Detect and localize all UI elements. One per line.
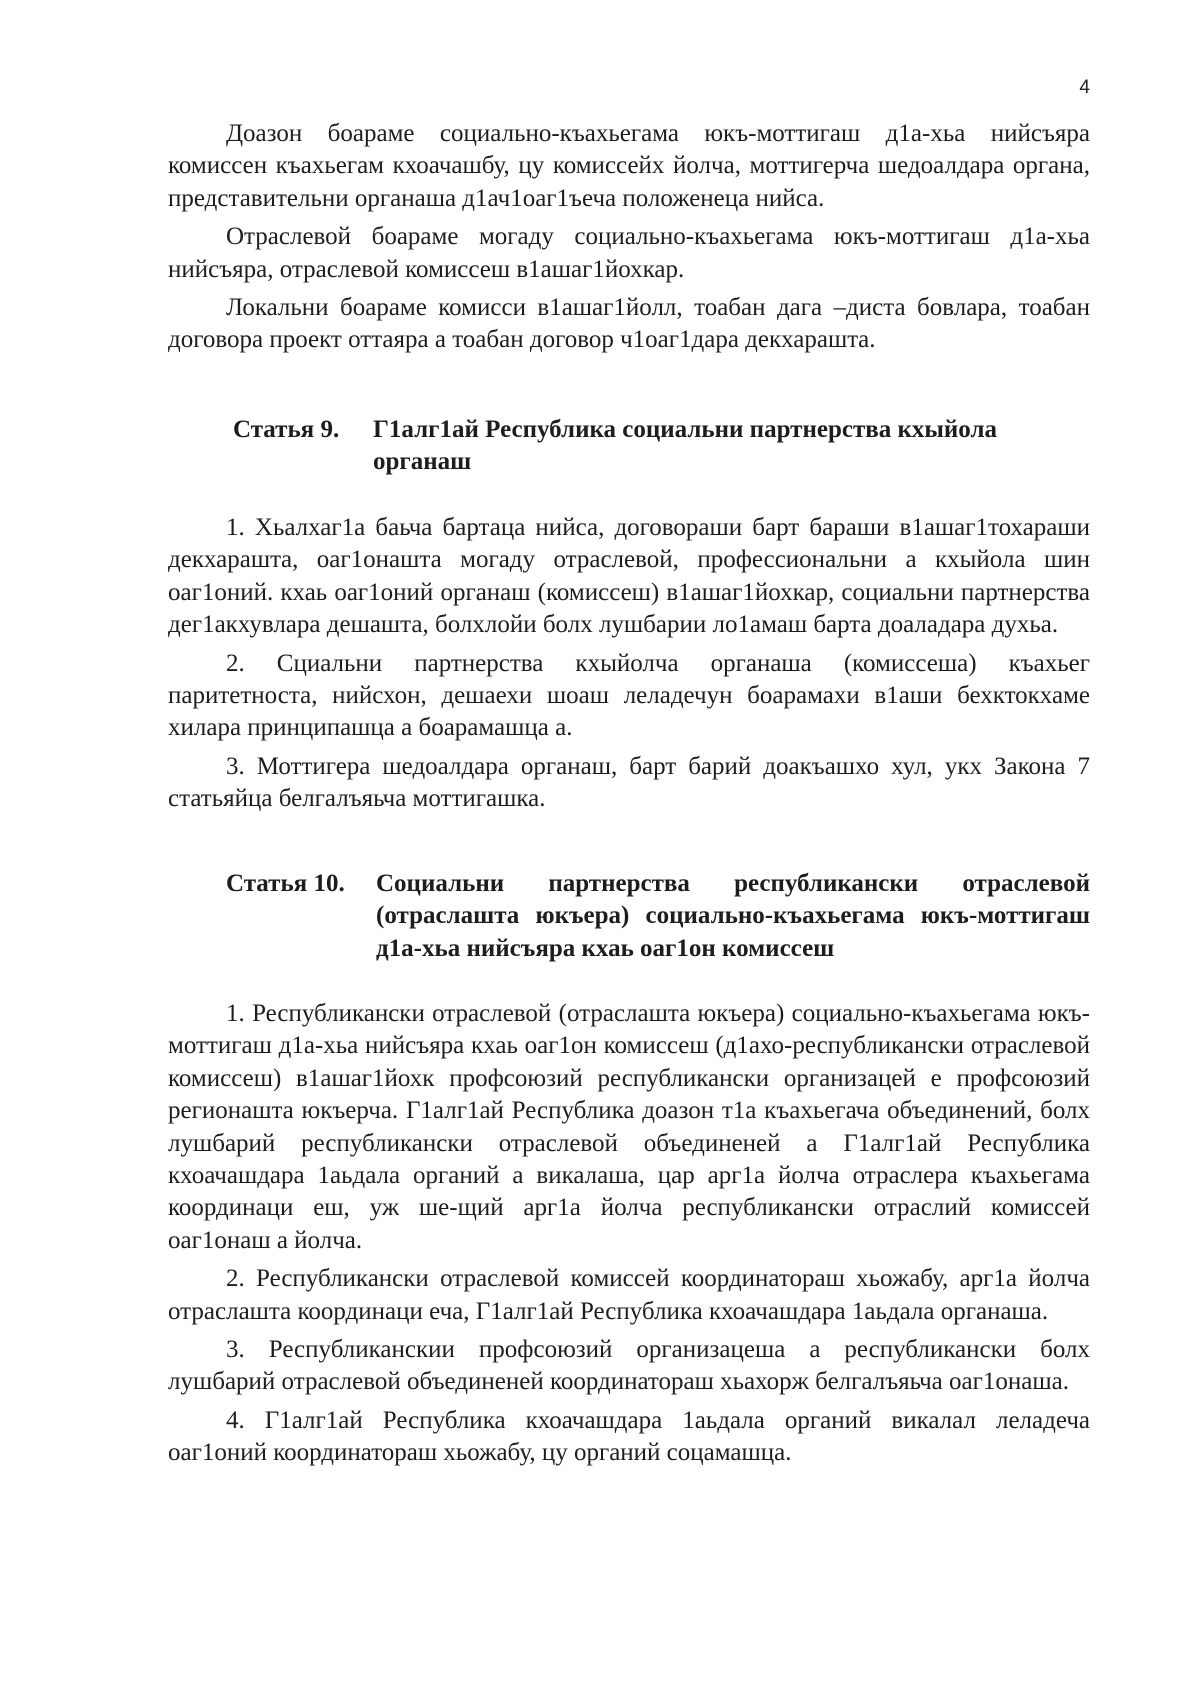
article-9-body (168, 512, 1090, 816)
article-10-body (168, 998, 1090, 1470)
article-10-item: 4. Г1алг1ай Республика кхоачашдара 1аьдала органий викалал леладеча оаг1оний координатораш хьожабу, цу органий соцамашца. (168, 1406, 1090, 1467)
article-9-item: 2. Сциальни партнерства кхыйолча органаша (комиссеша) къахьег паритетноста, нийсхон, дешаехи шоаш леладечун боарамахи в1аши бехктокхаме хилара принципашца а боарамашца а. (168, 649, 1090, 742)
article-9-item: 1. Хьалхаг1а баьча бартаца нийса, договораши барт бараши в1ашаг1тохараши декхараштa, оаг1онашта могаду отраслевой, профессиональни а кхыйола шин оаг1оний. кхаь оаг1оний органаш (комиссеш) в1ашаг1йохкар, социальни партнерства дег1акхувлара дешашта, болхлойи болх лушбарии ло1амаш барта доаладара духьа. (168, 514, 1090, 639)
article-10-item: 3. Республиканскии профсоюзий организацеша а республикански болх лушбарий отраслевой объединеней координатораш хьахорж белгалъяьча оаг1онаша. (168, 1336, 1090, 1396)
intro-paragraph: Локальни боараме комисси в1ашаг1йолл, тоабан дага –диста бовлара, тоабан договора проект оттаяра а тоабан договор ч1оаг1дара декхараштa. (168, 294, 1090, 354)
article-10-number: Статья 10. (226, 870, 345, 897)
article-10-item: 1. Республикански отраслевой (отраслашта юкъера) социально-къахьегама юкъ-моттигаш д1а-хьа нийсъяра кхаь оаг1он комиссеш (д1ахо-республикански отраслевой комиссеш) в1ашаг1йохк профсоюзий республикански организацей е профсоюзий регионашта юкъерча. Г1алг1ай Республика доазон т1а къахьегача объединений, болх лушбарий республикански отраслевой объединеней а Г1алг1ай Республика кхоачашдара 1аьдала органий а викалаша, цар арг1а йолча отраслера къахьегама координаци еш, уж ше-щий арг1а йолча республикански отраслий комиссей оаг1онаш а йолча. (168, 1000, 1090, 1254)
article-10-title: Социальни партнерства республикански отраслевой (отраслашта юкъера) социально-къахьегама юкъ-моттигаш д1а-хьа нийсъяра кхаь оаг1он комиссеш (376, 870, 1090, 962)
article-9-number: Статья 9. (233, 416, 340, 443)
article-9-item: 3. Моттигера шедоалдара органаш, барт барий доакъашхо хул, укх Закона 7 статьяйца белгалъяьча моттигашка. (168, 752, 1090, 813)
article-10-heading (168, 868, 1090, 965)
intro-paragraph: Отраслевой боараме могаду социально-къахьегама юкъ-моттигаш д1а-хьа нийсъяра, отраслевой комиссеш в1ашаг1йохкар. (168, 223, 1090, 283)
page-number: 4 (1079, 77, 1090, 98)
intro-section (168, 118, 1090, 357)
intro-paragraph: Доазон боараме социально-къахьегама юкъ-моттигаш д1а-хьа нийсъяра комиссен къахьегам кхоачашбу, цу комиссейх йолча, моттигерча шедоалдара органа, представительни органаша д1ач1оаг1ъеча положенеца нийса. (168, 120, 1090, 212)
article-9-title: Г1алг1ай Республика социальни партнерства кхыйола органаш (373, 416, 997, 476)
article-10-item: 2. Республикански отраслевой комиссей координатораш хьожабу, арг1а йолча отраслашта координаци еча, Г1алг1ай Республика кхоачашдара 1аьдала органаша. (168, 1265, 1090, 1325)
article-9-heading (168, 414, 1090, 479)
